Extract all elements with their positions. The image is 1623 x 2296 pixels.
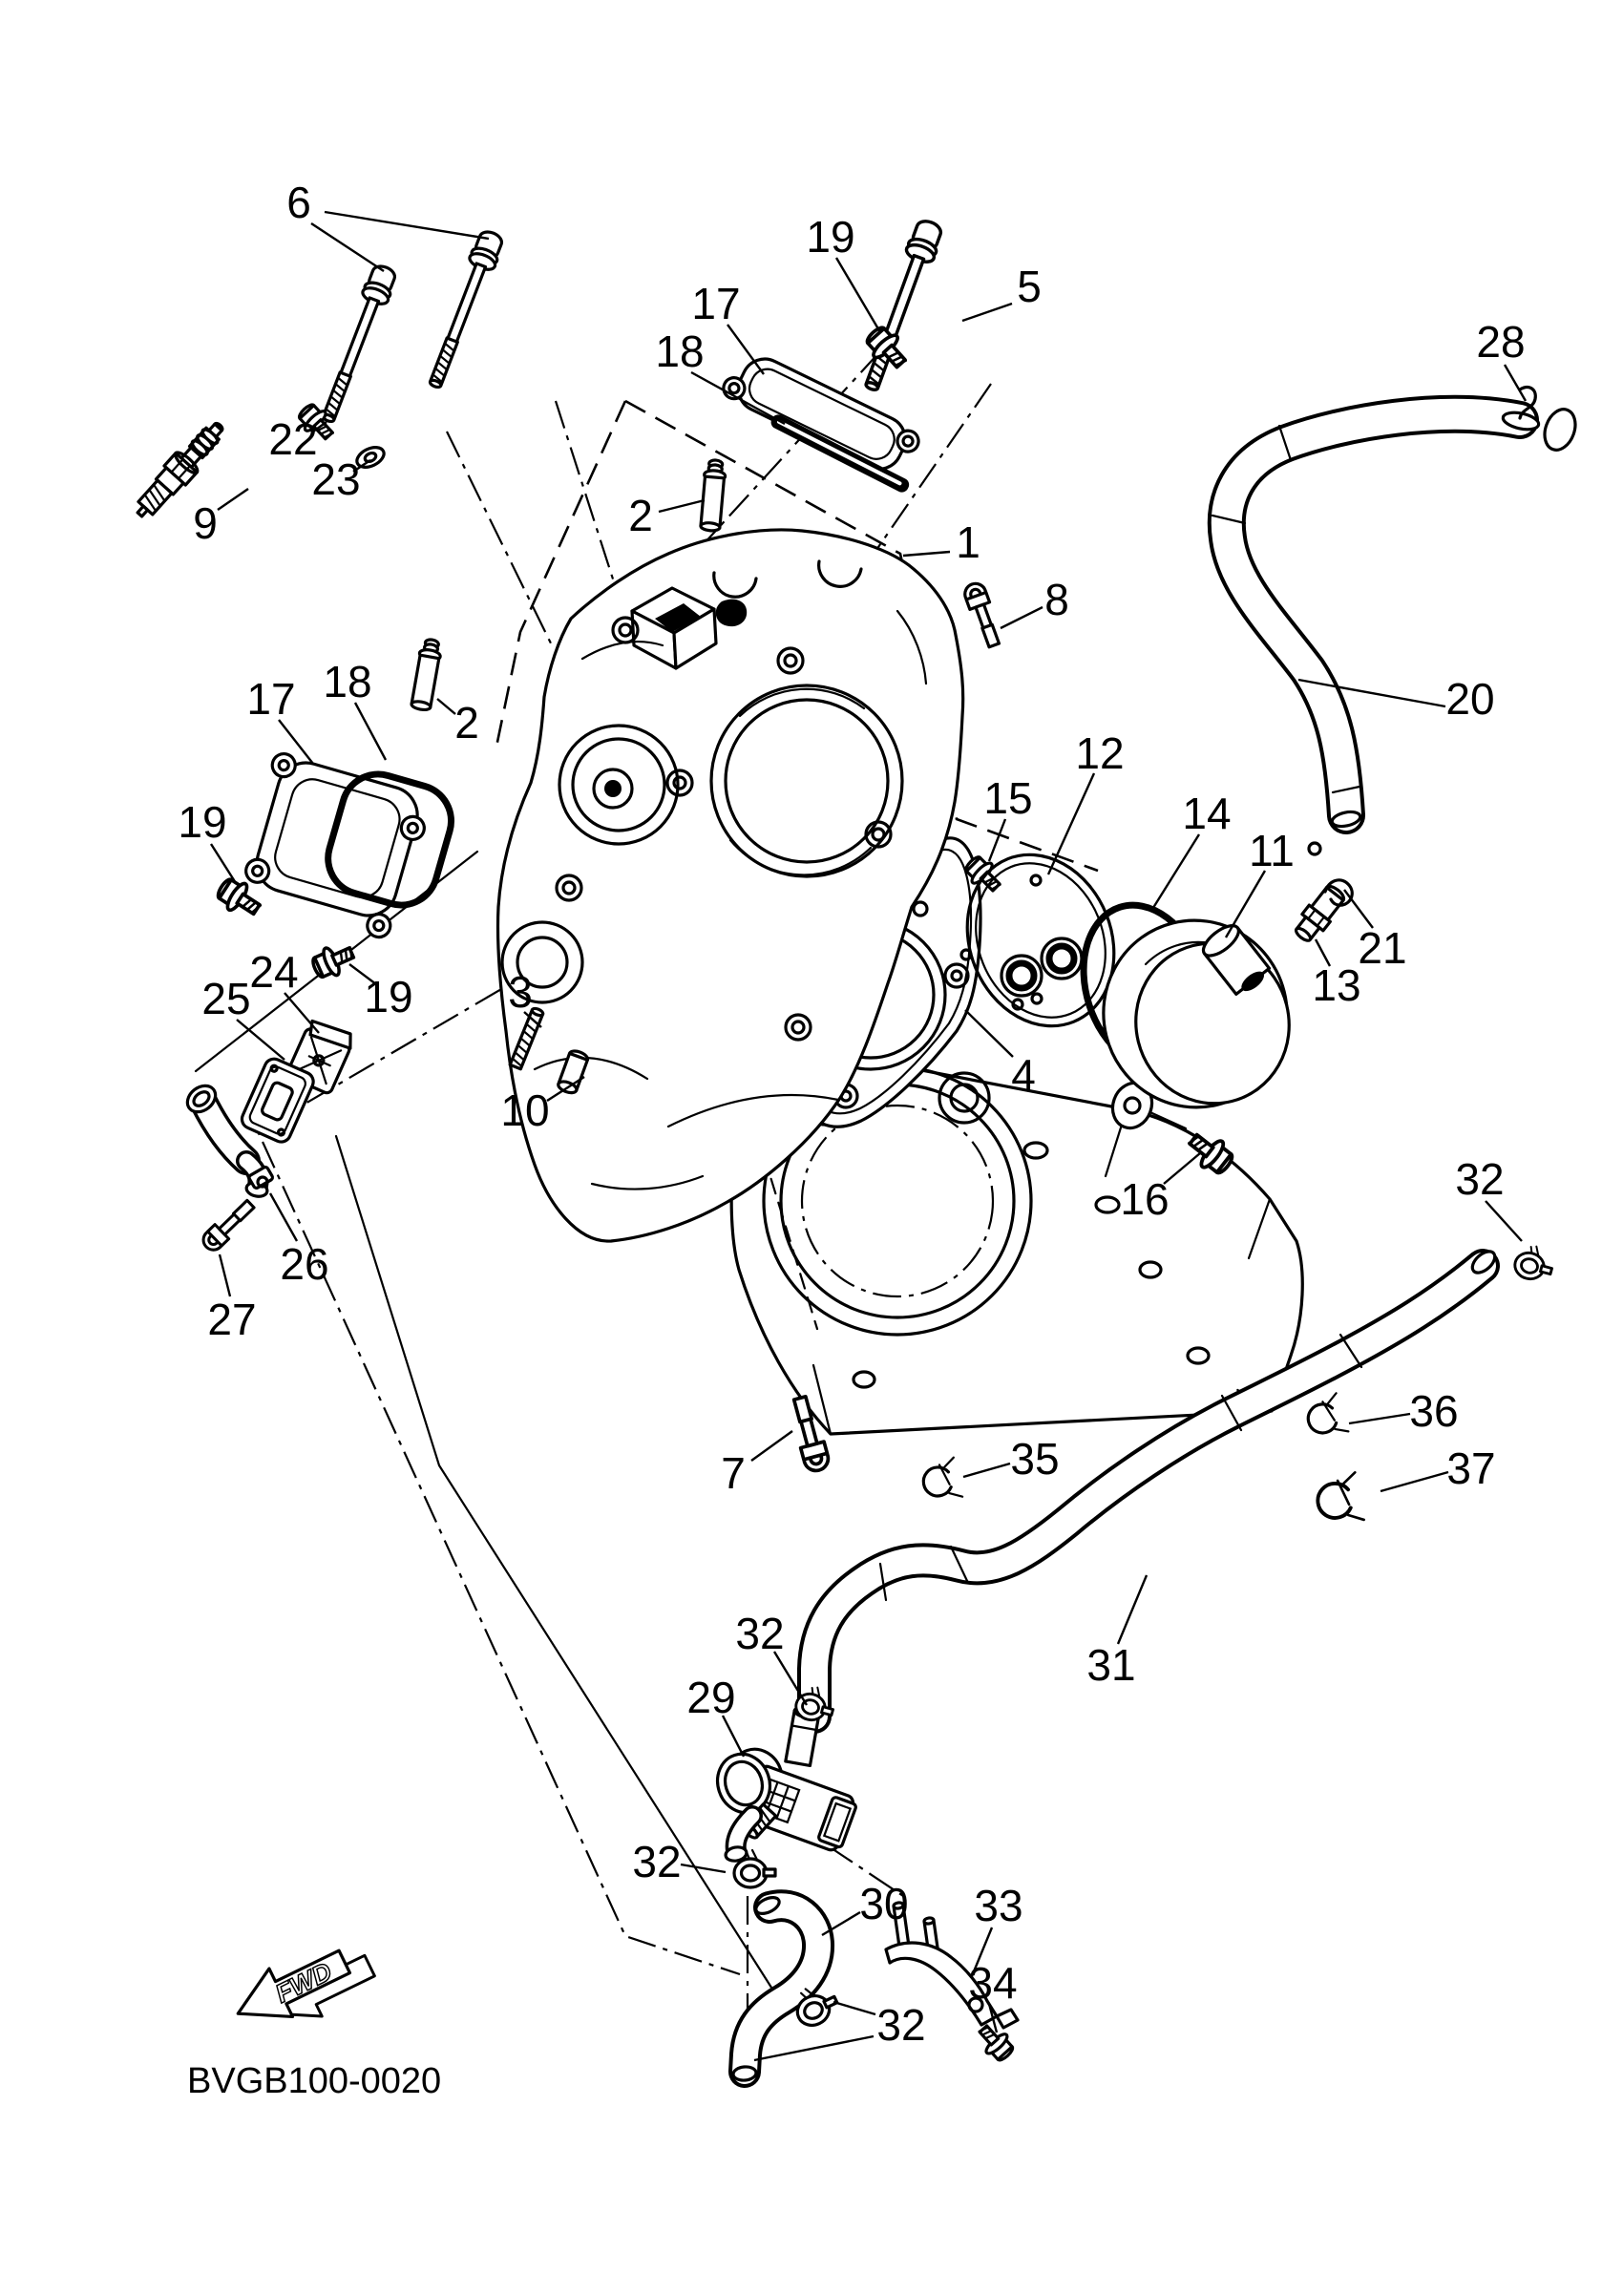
callout-16-29: 16 (1120, 1174, 1170, 1224)
part-stud-6a (315, 263, 399, 426)
part-valve-guide-2a (700, 459, 727, 532)
leader-line-32 (1486, 1201, 1522, 1241)
part-head-cover-17a (720, 346, 923, 481)
leader-line-26 (270, 1193, 297, 1241)
callout-36-35: 36 (1409, 1386, 1459, 1436)
callout-25-24: 25 (201, 974, 251, 1023)
diagram-code: BVGB100-0020 (187, 2061, 442, 2101)
callout-2-9: 2 (628, 491, 653, 540)
callout-26-30: 26 (280, 1239, 329, 1289)
part-stud-6b (422, 228, 506, 391)
leader-line-19 (211, 844, 236, 883)
leader-line-31 (1118, 1575, 1147, 1644)
leader-line-2 (659, 500, 705, 512)
callout-19-25: 19 (364, 972, 413, 1022)
callout-31-37: 31 (1086, 1640, 1136, 1690)
leader-line-15 (989, 819, 1005, 861)
leader-line-4 (965, 1010, 1013, 1057)
part-bolt-8 (962, 580, 1004, 648)
fwd-arrow (226, 1928, 380, 2049)
part-hose-30 (732, 1894, 818, 2081)
callout-7-33: 7 (721, 1448, 746, 1498)
callout-3-26: 3 (508, 967, 533, 1017)
callout-12-18: 12 (1075, 728, 1125, 778)
callout-11-20: 11 (1249, 826, 1295, 875)
callout-15-17: 15 (983, 773, 1033, 823)
part-clamp-37 (1315, 1472, 1364, 1526)
callout-19-1: 19 (806, 212, 855, 262)
callout-32-44: 32 (876, 2000, 926, 2050)
leader-line-32 (681, 1864, 726, 1872)
callout-37-36: 37 (1446, 1443, 1496, 1493)
part-clamp-35 (920, 1457, 962, 1503)
part-clamp-32d (1512, 1242, 1556, 1284)
callout-20-13: 20 (1445, 674, 1495, 724)
callout-4-28: 4 (1011, 1050, 1036, 1100)
callout-28-5: 28 (1476, 317, 1526, 367)
callout-1-11: 1 (956, 517, 980, 567)
leader-line-24 (285, 993, 319, 1033)
callout-23-7: 23 (311, 454, 361, 504)
leader-line-28 (1505, 365, 1526, 401)
leader-line-27 (220, 1254, 230, 1296)
part-valve-29 (710, 1706, 859, 1863)
leader-line-8 (1001, 607, 1043, 628)
leader-line-7 (751, 1431, 792, 1461)
callout-19-16: 19 (178, 797, 227, 847)
part-stud-5 (857, 218, 945, 394)
callout-29-39: 29 (686, 1673, 736, 1722)
leader-line-19 (836, 258, 880, 332)
callout-22-6: 22 (268, 414, 318, 464)
leader-line-12 (1048, 773, 1094, 874)
leader-line-37 (1381, 1472, 1448, 1491)
callout-21-21: 21 (1358, 923, 1407, 973)
callout-32-32: 32 (1455, 1154, 1505, 1204)
callout-32-40: 32 (632, 1837, 682, 1886)
part-fitting-13 (1291, 882, 1349, 946)
leader-line-35 (963, 1464, 1010, 1477)
callout-33-42: 33 (974, 1881, 1023, 1930)
leader-line-6 (325, 212, 489, 239)
callout-34-43: 34 (968, 1958, 1018, 2008)
callout-18-15: 18 (323, 657, 372, 706)
leader-line-32 (833, 2002, 875, 2014)
callout-35-34: 35 (1010, 1434, 1060, 1484)
callout-24-23: 24 (249, 947, 299, 997)
fwd-label: FWD (270, 1956, 337, 2009)
callout-18-3: 18 (655, 326, 705, 376)
leader-line-5 (962, 304, 1012, 321)
callout-6-0: 6 (286, 178, 311, 227)
leader-line-11 (1226, 871, 1265, 937)
part-bolt-27 (200, 1197, 258, 1254)
callout-13-22: 13 (1312, 960, 1361, 1010)
leader-line-25 (237, 1020, 285, 1060)
callout-14-19: 14 (1182, 789, 1232, 838)
leader-line-21 (1344, 890, 1373, 928)
callout-32-38: 32 (735, 1609, 785, 1658)
part-hose-20 (1212, 410, 1540, 829)
part-bolt-19a (861, 323, 913, 375)
callout-10-27: 10 (500, 1085, 550, 1135)
leader-line-1 (903, 552, 950, 556)
callout-5-4: 5 (1017, 262, 1042, 311)
callout-8-12: 8 (1044, 575, 1069, 624)
callout-17-2: 17 (691, 279, 741, 328)
part-air-cover-11 (1084, 901, 1307, 1134)
callout-9-8: 9 (193, 498, 218, 548)
leader-line-9 (218, 489, 248, 510)
leader-line-36 (1349, 1414, 1410, 1423)
leader-line-2 (437, 699, 455, 714)
callout-27-31: 27 (207, 1295, 257, 1344)
callout-17-14: 17 (246, 674, 296, 724)
callout-30-41: 30 (859, 1879, 909, 1928)
leader-line-14 (1151, 834, 1199, 911)
part-clamp-36 (1303, 1393, 1348, 1441)
leader-line-6 (311, 223, 384, 271)
leader-line-18 (355, 703, 386, 760)
leader-line-32 (754, 2036, 874, 2060)
callout-2-10: 2 (454, 698, 479, 748)
